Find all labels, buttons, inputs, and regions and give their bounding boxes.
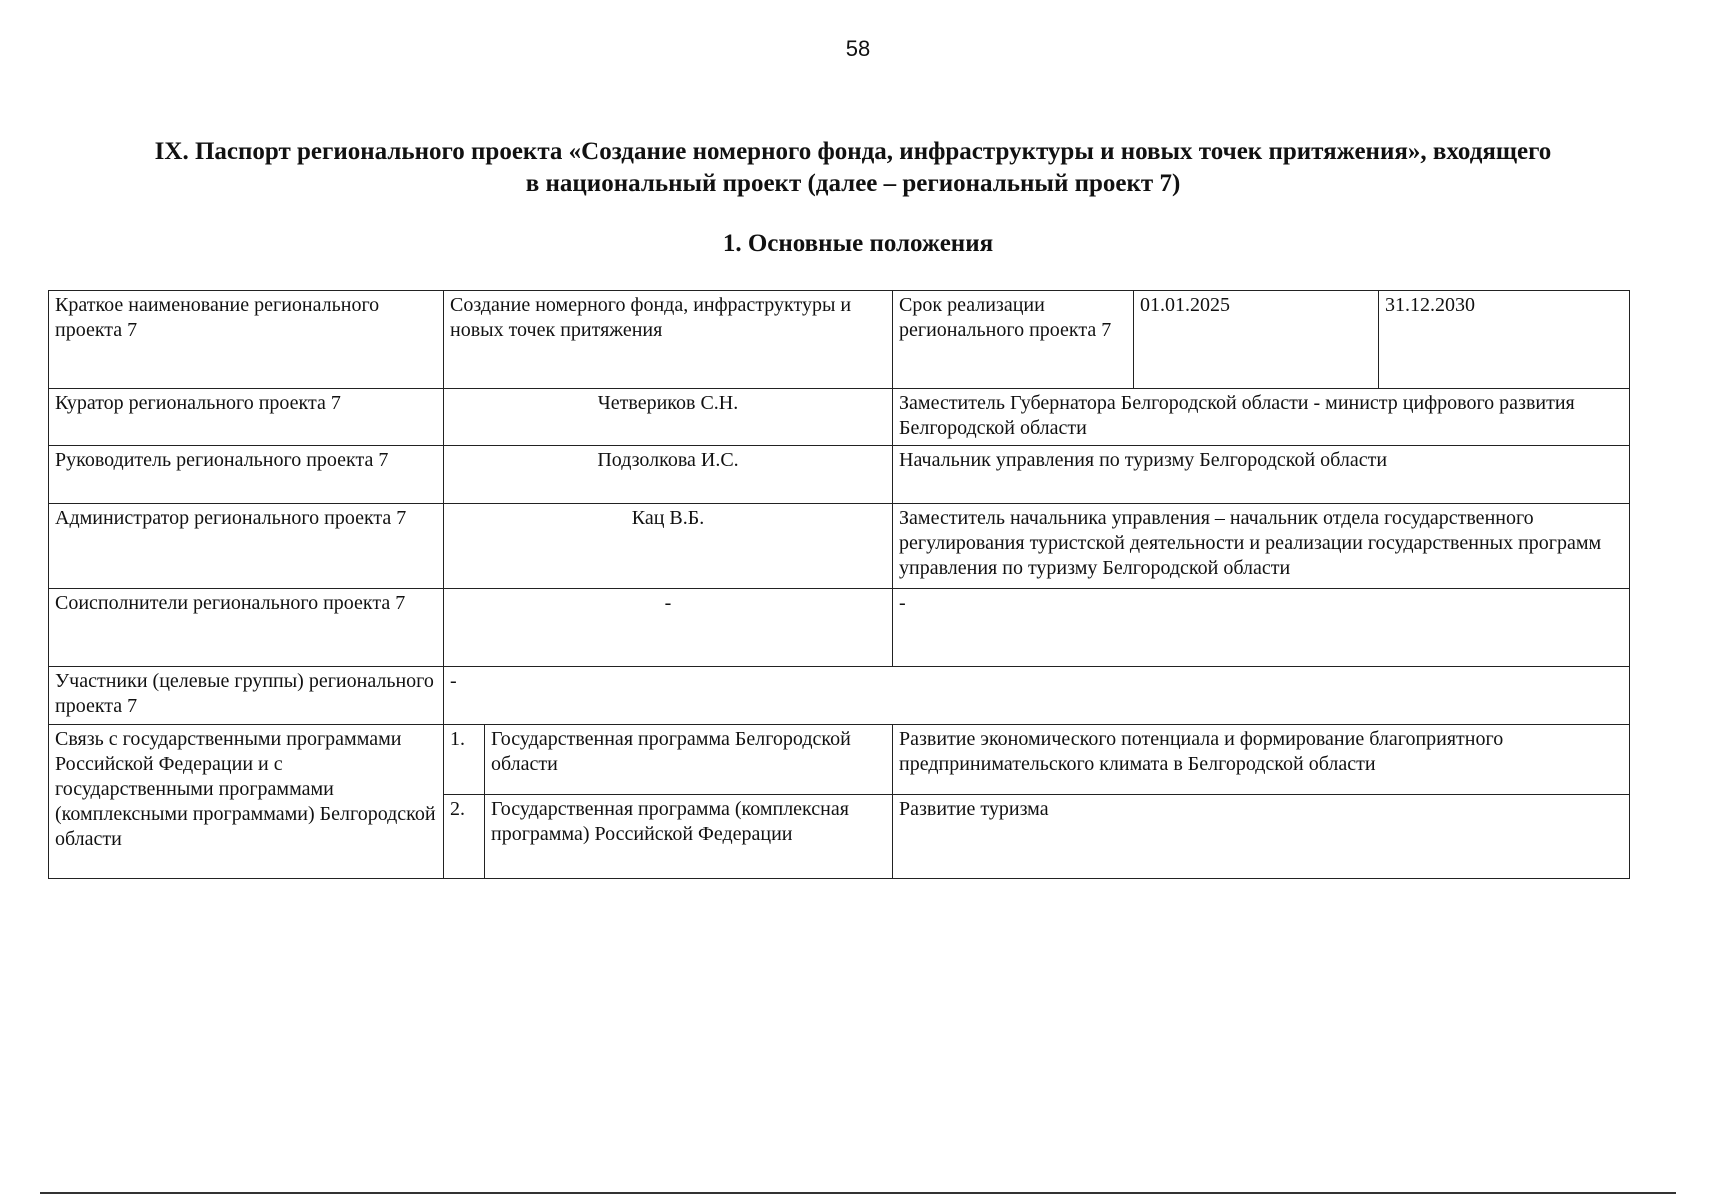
table-row-head bbox=[49, 446, 1630, 504]
section-title: 1. Основные положения bbox=[722, 230, 994, 257]
document-title-line-2: в национальный проект (далее – региональный проект 7) bbox=[525, 170, 1181, 197]
page-number: 58 bbox=[845, 36, 871, 61]
document-title bbox=[80, 136, 1626, 200]
term-label: Срок реализации регионального проекта 7 bbox=[893, 291, 1134, 389]
document-title-line-1: IX. Паспорт регионального проекта «Создание номерного фонда, инфраструктуры и новых точек притяжения», входящего bbox=[154, 138, 1552, 165]
program-name: Развитие туризма bbox=[893, 795, 1630, 879]
participants-label: Участники (целевые группы) регионального проекта 7 bbox=[49, 667, 444, 725]
passport-table bbox=[48, 290, 1630, 879]
table-row-program-1 bbox=[49, 725, 1630, 795]
co-executors-position: - bbox=[893, 589, 1630, 667]
short-name-value: Создание номерного фонда, инфраструктуры и новых точек притяжения bbox=[444, 291, 893, 389]
table-row-curator bbox=[49, 389, 1630, 446]
administrator-position: Заместитель начальника управления – начальник отдела государственного регулирования туристской деятельности и реализации государственных программ управления по туризму Белгородской области bbox=[893, 504, 1630, 589]
table-row-short-name bbox=[49, 291, 1630, 389]
head-name: Подзолкова И.С. bbox=[444, 446, 893, 504]
end-date: 31.12.2030 bbox=[1379, 291, 1630, 389]
table-row-participants bbox=[49, 667, 1630, 725]
program-type: Государственная программа (комплексная программа) Российской Федерации bbox=[485, 795, 893, 879]
program-name: Развитие экономического потенциала и формирование благоприятного предпринимательского климата в Белгородской области bbox=[893, 725, 1630, 795]
program-number: 1. bbox=[444, 725, 485, 795]
administrator-label: Администратор регионального проекта 7 bbox=[49, 504, 444, 589]
programs-label: Связь с государственными программами Российской Федерации и с государственными программами (комплексными программами) Белгородской области bbox=[49, 725, 444, 879]
page-bottom-divider bbox=[40, 1192, 1676, 1194]
program-type: Государственная программа Белгородской области bbox=[485, 725, 893, 795]
co-executors-label: Соисполнители регионального проекта 7 bbox=[49, 589, 444, 667]
co-executors-name: - bbox=[444, 589, 893, 667]
participants-value: - bbox=[444, 667, 1630, 725]
administrator-name: Кац В.Б. bbox=[444, 504, 893, 589]
curator-label: Куратор регионального проекта 7 bbox=[49, 389, 444, 446]
start-date: 01.01.2025 bbox=[1134, 291, 1379, 389]
curator-name: Четвериков С.Н. bbox=[444, 389, 893, 446]
program-number: 2. bbox=[444, 795, 485, 879]
head-label: Руководитель регионального проекта 7 bbox=[49, 446, 444, 504]
curator-position: Заместитель Губернатора Белгородской области - министр цифрового развития Белгородской области bbox=[893, 389, 1630, 446]
head-position: Начальник управления по туризму Белгородской области bbox=[893, 446, 1630, 504]
table-row-administrator bbox=[49, 504, 1630, 589]
short-name-label: Краткое наименование регионального проекта 7 bbox=[49, 291, 444, 389]
table-row-co-executors bbox=[49, 589, 1630, 667]
